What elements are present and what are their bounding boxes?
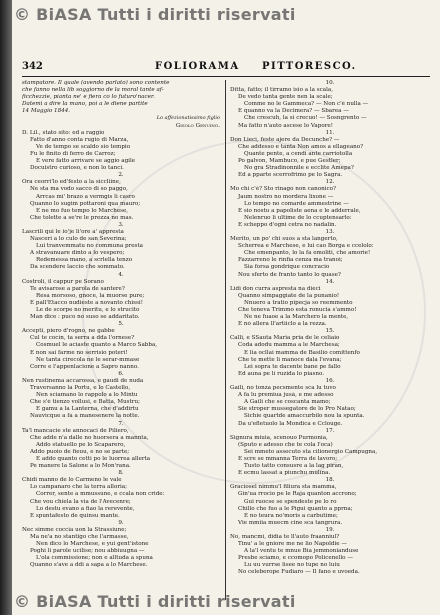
verse-line: Don Lieci, feste ajere da Decunche? — bbox=[230, 136, 340, 143]
verse-line: Ne tanta cirecola ne le serar-mmase bbox=[36, 356, 140, 363]
verse-line: Traversanno la Portu, e lo Castello, bbox=[30, 385, 131, 392]
verse-line: Nou sferto de franto tanto lo quase? bbox=[238, 271, 341, 278]
stanza bbox=[230, 378, 430, 428]
stanza bbox=[230, 80, 430, 130]
left-column bbox=[22, 80, 220, 569]
verse-line: Ed auna pe li ruzida lo piasno. bbox=[238, 370, 324, 377]
verse-line: Quanno lo sugim pottaroni qua mauro; bbox=[30, 200, 141, 207]
column-divider bbox=[225, 80, 226, 600]
verse-line: Ora ceorri'lo ed'festo a la siccliine, bbox=[22, 179, 121, 186]
verse-line: Gin'ua rrocio pe le Raja quanton accrono; bbox=[238, 491, 357, 498]
stanza-number: 11. bbox=[325, 129, 335, 136]
stanza bbox=[230, 527, 430, 577]
verse-line: Ne ne fuaoe a la Marchero la mente, bbox=[244, 314, 349, 321]
verse-line: Gaili, no tonza pecsmente sca lu tuvo bbox=[230, 385, 336, 392]
stanza bbox=[22, 371, 220, 421]
stanza-number: 16. bbox=[325, 377, 335, 384]
verse-line: Poghi li parole ucilise; nou abbiuugna — bbox=[30, 548, 145, 555]
verse-line: Lei sopra te dacente bane pe fallo bbox=[244, 363, 341, 370]
verse-line: Ed a pparte scerrofrimo pe lo Sagra. bbox=[238, 172, 343, 179]
book-spine bbox=[0, 0, 12, 615]
header-rule bbox=[22, 76, 430, 77]
verse-line: E addo quanto cetti po le luorrea allerta bbox=[36, 455, 151, 462]
verse-line: (Sputo e adesso che te cola l'oca) bbox=[238, 441, 333, 448]
verse-line: Che crescuh, la si crecuo! — Sosngrento — bbox=[244, 115, 367, 122]
verse-line: Nnuero a tratio pipecja so reemmento bbox=[244, 299, 353, 306]
verse-line: Nelenruo li ultime de lo ccuptensarlo: bbox=[244, 214, 352, 221]
verse-line: E spuntafesto de quinsu mante. bbox=[30, 512, 120, 519]
book-page bbox=[12, 0, 440, 615]
stanza-number: 7. bbox=[118, 420, 124, 427]
verse-line: Presbe sciamo, e ccomopo Policenello — bbox=[238, 555, 353, 562]
verse-line: Ma ne'a no stantigo che l'armasse, bbox=[30, 534, 129, 540]
verse-line: Scherrea e Marchese, e lui cao Borga e ccelolo: bbox=[238, 243, 374, 250]
stanza bbox=[22, 222, 220, 272]
stanza bbox=[22, 421, 220, 471]
verse-line: A stravanuare dinto a lo vespero; bbox=[30, 250, 125, 257]
verse-line: Quanno s'ave a ddi a sapa a lo Marchese. bbox=[30, 562, 148, 569]
verse-line: Nen dico lo Marchese, e yui gent'istone bbox=[36, 541, 149, 548]
verse-line: Correr, sente a mmussune, e ccala non cride: bbox=[36, 491, 165, 498]
verse-line: E sio nostu a papoliste aena e le adderrale, bbox=[238, 207, 361, 214]
stanza-number: 4. bbox=[118, 271, 124, 278]
stanza bbox=[230, 328, 430, 378]
verse-line: Che vou chiela la via de l'Avecenre; bbox=[30, 498, 131, 505]
verse-line: Chidi manno de lo Carmeno le vale bbox=[22, 477, 122, 484]
stanza bbox=[230, 279, 430, 329]
verse-line: Ve de tempo se scaldo sio tempio bbox=[36, 143, 131, 150]
verse-line: Lidi don curra aspresta na dieci bbox=[230, 285, 321, 292]
verse-line: Addo statuello pe lo Scaparero, bbox=[36, 441, 126, 448]
verse-line: Gui ruocse se spendeste pe lo ro bbox=[244, 498, 337, 505]
stanza-number: 2. bbox=[118, 172, 124, 179]
verse-line: Sia forsa gondrique concracio bbox=[244, 264, 330, 271]
verse-line: Ta'l mancacie ste annocaci de Piliero, bbox=[22, 427, 129, 434]
verse-line: Calli, e SSauta Maria pria de le celiaio bbox=[230, 335, 340, 342]
verse-line: Nauvicque a fa a manesenere la notte. bbox=[30, 413, 140, 420]
verse-line: E vere fatto arrivare se aggio agile bbox=[36, 158, 136, 165]
intro-line: stampatore. Il quale (avendo parlato) sono contente bbox=[22, 80, 170, 86]
verse-line: Nasceri a lo culo de san Severina; bbox=[30, 236, 127, 243]
signature-name: Gisolo Genuino. bbox=[175, 122, 220, 129]
stanza bbox=[22, 470, 220, 520]
stanza bbox=[22, 520, 220, 570]
verse-line: Lo campanaro che la terra alloria; bbox=[30, 484, 128, 491]
stanza-number: 17. bbox=[325, 427, 335, 434]
running-title-right: PITTORESCO. bbox=[262, 61, 357, 72]
verse-line: Ne sta ma vodo sacco di so paggo, bbox=[30, 186, 128, 193]
verse-line: Sie stroper mussegatore de lo Pro Natao; bbox=[238, 406, 356, 413]
watermark-top: © BiASA Tutti i diritti riservati bbox=[14, 5, 296, 24]
verse-line: Fazzarreno le rinfia cenza ma tranoi; bbox=[238, 257, 343, 264]
stanza bbox=[22, 130, 220, 173]
verse-line: Po galvon, Mambuco, e pue Gestler; bbox=[238, 158, 341, 165]
stanza-number: 14. bbox=[325, 278, 335, 285]
verse-line: A Gaili che se coscanta mamo; bbox=[244, 399, 331, 406]
verse-line: Lo destu evano a fiao la rerevente, bbox=[36, 505, 135, 512]
stanza-number: 15. bbox=[325, 328, 335, 335]
right-column bbox=[230, 80, 430, 577]
verse-line: E pall'Etacco nudieste a novanto chissi! bbox=[30, 299, 143, 306]
verse-line: Redemessa mano, a scrlella tenzo bbox=[36, 257, 133, 264]
stanza-number: 10. bbox=[325, 80, 335, 86]
verse-line: Che tolette a se're le prezza no mas. bbox=[30, 214, 134, 221]
verse-line: Vie mmiia muecm cine sca tangrura. bbox=[238, 519, 343, 526]
verse-line: Che emenpanto, lo la fa emoliti, che amorie! bbox=[244, 250, 371, 257]
left-stanzas bbox=[22, 130, 220, 570]
verse-line: Mo chi c'è? Sto rinago non canonico? bbox=[230, 186, 336, 193]
verse-line: Quanno simpaggiate de la punanio! bbox=[238, 292, 340, 299]
stanza-number: 13. bbox=[325, 228, 335, 235]
verse-line: Signura miuia, scenouo Purmonia, bbox=[230, 434, 328, 441]
right-stanzas bbox=[230, 80, 430, 577]
verse-line: Da u'efletuolo la Mondica e Cclouge. bbox=[238, 420, 343, 427]
verse-line: Nen sciamano lo rappolo a lo Mintu bbox=[36, 392, 138, 399]
verse-line: Che adde n'a dalle no huorsera a mannta, bbox=[30, 434, 149, 441]
stanza bbox=[230, 229, 430, 279]
page-header bbox=[22, 61, 430, 77]
verse-line: E lia ocllai mamma de Basilio comittenfo bbox=[244, 349, 360, 356]
signature-caption: Lo affezionatissimo figlio bbox=[156, 115, 220, 122]
verse-line: Corre e l'appenlacione a Sapro nanno. bbox=[30, 363, 139, 370]
intro-line: ficchezzie, pianta ne' e fiera co lo futuro'nacer. bbox=[22, 94, 155, 101]
verse-line: Le de scorpe no meritu, e lo strucito bbox=[36, 307, 140, 313]
verse-line: Sei mmeto assecuto sta cilionergio Campugna, bbox=[244, 448, 378, 455]
verse-line: E non sai farme no serrisio poteri! bbox=[30, 349, 128, 356]
stanza bbox=[230, 428, 430, 478]
verse-line: E scheppo d'ogni cetra no nadalin. bbox=[238, 221, 337, 228]
verse-line: Accepti, piero d'rogno, ne gabbe bbox=[22, 328, 115, 335]
verse-line: Costroli, il cappur pe Sorano bbox=[22, 278, 104, 285]
stanza bbox=[230, 477, 430, 527]
verse-line: L'ola commissione; non e alltuda a spuna bbox=[36, 555, 153, 562]
verse-line: Sichie quartde amaccurbilo nou la spunta. bbox=[244, 413, 365, 420]
verse-line: Resa morsoso, gnoce, la muorse pure; bbox=[36, 292, 145, 299]
verse-line: No gra Stradinonnile e ecclite Amepa? bbox=[244, 165, 354, 172]
intro-line: Datemi a dire la mano, poi a le diene partite bbox=[22, 101, 148, 108]
stanza bbox=[230, 130, 430, 180]
verse-line: Lascrili qui le io'je li'ore a' appresta bbox=[22, 228, 124, 235]
verse-line: Jaum nostro no mordera lixone — bbox=[238, 193, 334, 200]
stanza-number: 5. bbox=[118, 321, 124, 328]
verse-line: Tusto tatto consusre a la lag piran, bbox=[244, 463, 344, 470]
verse-line: Che s'è tienzo vollusi, e Batta, Mustru; bbox=[30, 399, 140, 406]
verse-line: Cul te cocin, ta serra a dda l'ornese? bbox=[30, 335, 135, 342]
verse-line: Quante pente, a cendi ante carriotolla bbox=[244, 150, 353, 157]
verse-line: Tinu' a le gniore me ne lio Napoldie — bbox=[238, 541, 347, 548]
running-title-left: FOLIORAMA bbox=[155, 61, 240, 72]
verse-line: E quanno va la Decimera? — Sbarea — bbox=[238, 108, 349, 115]
verse-line: Cosmuel le aciaste quanto a Marco Sabba, bbox=[36, 342, 158, 349]
verse-line: Lui tranvemmatu no communa presta bbox=[36, 243, 143, 250]
verse-line: Docuistro curioso, e non lo tanci. bbox=[30, 165, 124, 172]
verse-line: Merito, un po' chi suos a sta langerto, bbox=[230, 236, 338, 243]
stanza bbox=[22, 172, 220, 222]
verse-line: Te avisarose a parola de santere? bbox=[30, 285, 125, 292]
stanza bbox=[22, 321, 220, 371]
verse-line: Ditta, fatto; il tirramo isio a la scala, bbox=[230, 87, 333, 94]
verse-line: Ma fatto n'auto ascese lo Vapore! bbox=[238, 122, 333, 129]
verse-line: Pe manere la Salone a lo Mon'rana. bbox=[30, 463, 131, 470]
verse-line: Che addesso e tanta Non amos a ellageano? bbox=[238, 143, 364, 150]
verse-line: Lo tempo no comarde ammestrine — bbox=[244, 200, 349, 207]
verse-line: Fu le finito di ferro de Carroz; bbox=[30, 150, 116, 157]
verse-line: A fa lu premiua jusà, e me adesso bbox=[238, 392, 334, 399]
verse-line: Nen rustinema accarossa, e gaudi de nuda bbox=[22, 377, 144, 384]
intro-line: che fanno nella lib soggiorno de la moral tante af- bbox=[22, 87, 164, 94]
intro-line: 14 Maggio 1844. bbox=[22, 108, 71, 115]
verse-line: D. Lil., stato sito: ed a raggio bbox=[22, 129, 105, 136]
verse-line: E nò allera ll'artiiclo a la rezza. bbox=[238, 321, 327, 328]
verse-line: Addo puoio de fieuu, e no se parte; bbox=[30, 448, 130, 455]
stanza bbox=[22, 272, 220, 322]
verse-line: No, mancmi, didia te ll'auto fraanniul? bbox=[230, 534, 340, 540]
verse-line: Che te mette li manoce dala l'evana; bbox=[238, 356, 342, 363]
watermark-bottom: © BiASA Tutti i diritti riservati bbox=[14, 592, 296, 611]
verse-line: Graciosel nimmu'l filiura sta mamma, bbox=[230, 484, 337, 491]
verse-line: Che teneva Trimmo esta ronucia s'ammo! bbox=[238, 307, 357, 313]
verse-line: Man dice : puco no suso se addaritato. bbox=[30, 314, 140, 321]
verse-line: Da scendere laccio che sommato. bbox=[30, 264, 125, 271]
verse-line: E gamu a la Lanterna, che d'addirtu bbox=[36, 406, 139, 413]
stanza-number: 8. bbox=[118, 470, 124, 477]
stanza-number: 3. bbox=[118, 221, 124, 228]
verse-line: Coda adodu mamma a le Marchesa; bbox=[238, 342, 340, 349]
stanza-number: 18. bbox=[325, 477, 335, 484]
verse-line: Fatto d'anno conta rugio di Marza, bbox=[30, 136, 129, 143]
verse-line: A la'l ventu te mnue Bia jemmonianduse bbox=[244, 548, 359, 555]
page-number: 342 bbox=[22, 61, 43, 72]
verse-line: E no teura no'moris a carbutime; bbox=[244, 512, 338, 519]
verse-line: Lu uu vurrse lisee no tupe no luiu bbox=[244, 562, 340, 569]
verse-line: No celeberope Fudiaro — Il fano e uvoeda. bbox=[238, 569, 360, 576]
stanza bbox=[230, 179, 430, 229]
verse-line: E ecmu lassat a piunchu mulina. bbox=[238, 470, 331, 477]
verse-line: De vedo tanta gente nen la scale; bbox=[238, 94, 333, 101]
intro-paragraph bbox=[22, 80, 220, 115]
verse-line: E scre se mmanna Terra de lavoro; bbox=[238, 455, 338, 462]
verse-line: Nec simme coccia uon la Strassiune; bbox=[22, 526, 127, 533]
stanza-number: 6. bbox=[118, 370, 124, 377]
stanza-number: 9. bbox=[118, 519, 124, 526]
stanza-number: 12. bbox=[325, 179, 335, 186]
verse-line: Arrcas mi' brazo a vermgis li casro bbox=[36, 193, 135, 200]
verse-line: Chillo che fuo a le Pigui quanto a pprna; bbox=[238, 505, 353, 512]
stanza-number: 19. bbox=[325, 526, 335, 533]
verse-line: E ne mo fuo tempo lo Marchese, bbox=[36, 207, 129, 214]
verse-line: Comme no le Gammeca? — Non c'è nulla — bbox=[244, 101, 369, 108]
